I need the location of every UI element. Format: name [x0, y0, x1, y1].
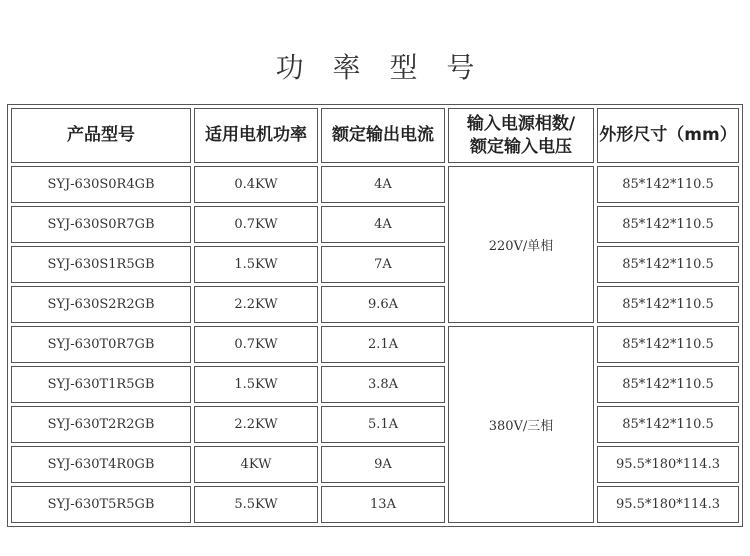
header-size: 外形尺寸（mm）	[597, 108, 739, 163]
cell-power: 0.4KW	[194, 166, 318, 203]
cell-size: 85*142*110.5	[597, 326, 739, 363]
cell-size: 85*142*110.5	[597, 166, 739, 203]
cell-current: 3.8A	[321, 366, 445, 403]
cell-size: 95.5*180*114.3	[597, 486, 739, 523]
table-row	[11, 486, 739, 523]
table-row	[11, 286, 739, 323]
cell-current: 2.1A	[321, 326, 445, 363]
header-voltage-line1: 输入电源相数/	[466, 113, 576, 134]
header-model: 产品型号	[11, 108, 191, 163]
cell-current: 4A	[321, 166, 445, 203]
cell-size: 85*142*110.5	[597, 246, 739, 283]
header-current: 额定输出电流	[321, 108, 445, 163]
table-row	[11, 206, 739, 243]
header-row	[11, 108, 739, 163]
cell-power: 1.5KW	[194, 246, 318, 283]
page-title: 功 率 型 号	[275, 51, 485, 84]
cell-size: 85*142*110.5	[597, 366, 739, 403]
cell-current: 4A	[321, 206, 445, 243]
cell-current: 5.1A	[321, 406, 445, 443]
table-row	[11, 446, 739, 483]
cell-model: SYJ-630S2R2GB	[11, 286, 191, 323]
table-row	[11, 326, 739, 363]
cell-model: SYJ-630T1R5GB	[11, 366, 191, 403]
cell-model: SYJ-630T0R7GB	[11, 326, 191, 363]
cell-model: SYJ-630T2R2GB	[11, 406, 191, 443]
table-row	[11, 406, 739, 443]
cell-power: 2.2KW	[194, 406, 318, 443]
cell-voltage-single-phase: 220V/单相	[448, 166, 594, 323]
cell-model: SYJ-630S1R5GB	[11, 246, 191, 283]
cell-power: 0.7KW	[194, 326, 318, 363]
cell-size: 85*142*110.5	[597, 286, 739, 323]
header-power: 适用电机功率	[194, 108, 318, 163]
cell-power: 2.2KW	[194, 286, 318, 323]
cell-power: 5.5KW	[194, 486, 318, 523]
cell-power: 4KW	[194, 446, 318, 483]
cell-voltage-three-phase: 380V/三相	[448, 326, 594, 523]
cell-model: SYJ-630T5R5GB	[11, 486, 191, 523]
cell-model: SYJ-630T4R0GB	[11, 446, 191, 483]
table-row	[11, 366, 739, 403]
cell-current: 7A	[321, 246, 445, 283]
header-voltage-line2: 额定输入电压	[470, 136, 572, 157]
table-row	[11, 166, 739, 203]
cell-power: 1.5KW	[194, 366, 318, 403]
cell-power: 0.7KW	[194, 206, 318, 243]
cell-model: SYJ-630S0R4GB	[11, 166, 191, 203]
cell-model: SYJ-630S0R7GB	[11, 206, 191, 243]
header-voltage	[448, 108, 594, 163]
cell-size: 85*142*110.5	[597, 206, 739, 243]
cell-size: 85*142*110.5	[597, 406, 739, 443]
spec-table	[7, 104, 743, 527]
cell-current: 9A	[321, 446, 445, 483]
cell-current: 13A	[321, 486, 445, 523]
cell-size: 95.5*180*114.3	[597, 446, 739, 483]
cell-current: 9.6A	[321, 286, 445, 323]
table-row	[11, 246, 739, 283]
